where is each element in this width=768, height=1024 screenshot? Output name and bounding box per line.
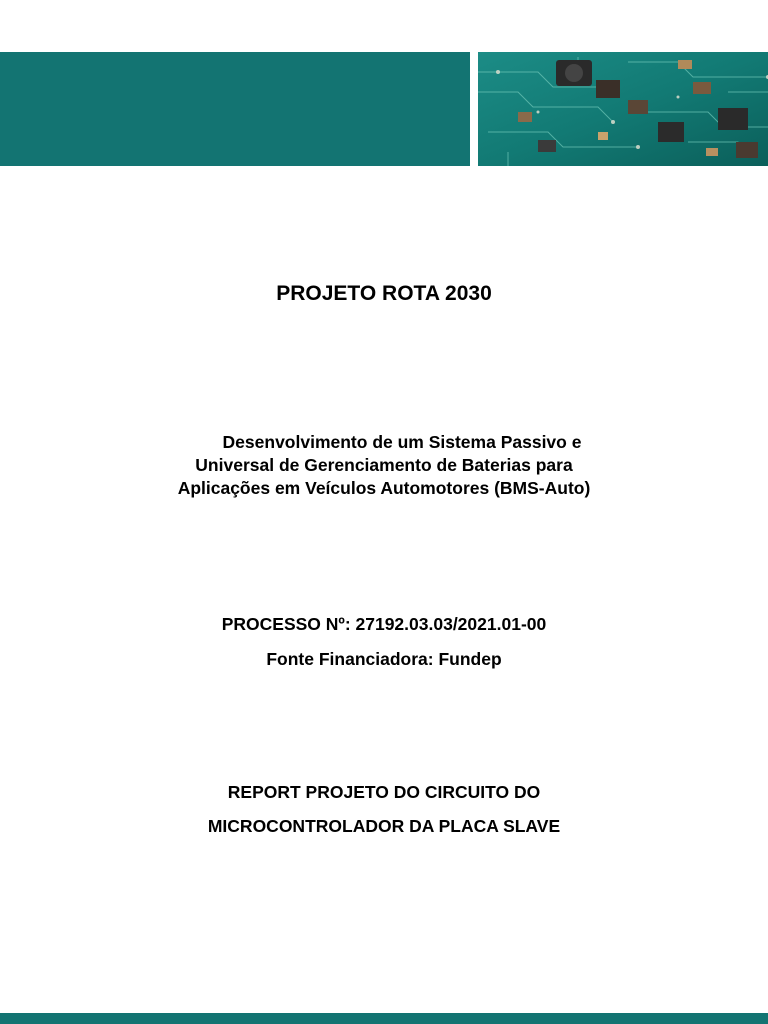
report-title-line-2: MICROCONTROLADOR DA PLACA SLAVE [207,816,561,836]
process-number: PROCESSO Nº: 27192.03.03/2021.01-00 [221,614,547,634]
project-subtitle [120,431,648,500]
circuit-board-image [478,52,768,166]
funding-source: Fonte Financiadora: Fundep [266,649,502,669]
header-color-band [0,52,470,166]
header-divider [470,52,478,166]
subtitle-line-1: Desenvolvimento de um Sistema Passivo e [222,432,582,452]
subtitle-line-2: Universal de Gerenciamento de Baterias para [195,455,573,475]
report-title-line-1: REPORT PROJETO DO CIRCUITO DO [227,782,541,802]
footer-color-band [0,1013,768,1024]
document-title: PROJETO ROTA 2030 [276,282,492,305]
subtitle-line-3: Aplicações em Veículos Automotores (BMS-Auto) [177,478,591,498]
